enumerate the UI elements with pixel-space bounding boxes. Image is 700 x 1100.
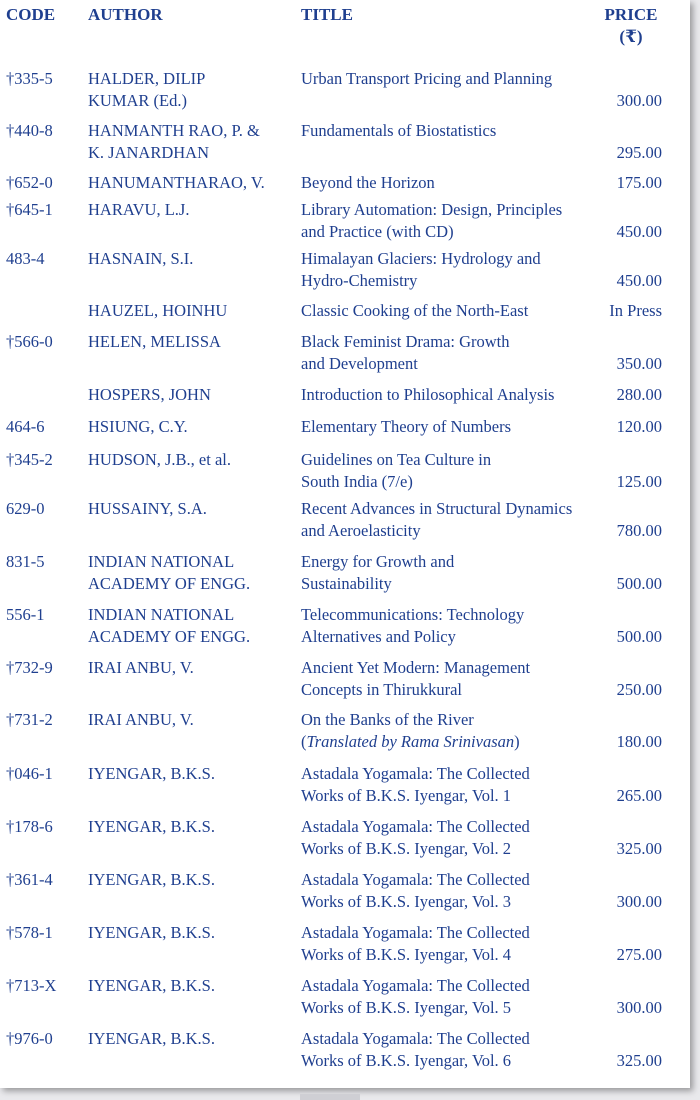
table-row xyxy=(0,975,690,1019)
book-title xyxy=(301,384,601,406)
book-price: 120.00 xyxy=(616,417,662,436)
book-code: †731-2 xyxy=(6,710,53,729)
book-title xyxy=(301,657,601,701)
book-title xyxy=(301,449,601,493)
book-author: HASNAIN, S.I. xyxy=(88,249,194,268)
book-author: HELEN, MELISSA xyxy=(88,332,221,351)
book-code: †361-4 xyxy=(6,870,53,889)
column-header-price xyxy=(601,4,661,48)
table-row xyxy=(0,1028,690,1072)
table-row xyxy=(0,68,690,112)
book-author: HANUMANTHARAO, V. xyxy=(88,173,265,192)
book-author: INDIAN NATIONAL ACADEMY OF ENGG. xyxy=(88,605,251,646)
book-code: †046-1 xyxy=(6,764,53,783)
table-row xyxy=(0,657,690,701)
table-row xyxy=(0,199,690,243)
book-code: †578-1 xyxy=(6,923,53,942)
column-header-code: CODE xyxy=(6,5,56,24)
book-code: 483-4 xyxy=(6,249,45,268)
book-title-text: Astadala Yogamala: The Collected Works of B.K.S. Iyengar, Vol. 6 xyxy=(301,1029,530,1070)
book-title-text: Beyond the Horizon xyxy=(301,173,435,192)
table-row xyxy=(0,120,690,164)
table-row xyxy=(0,300,690,322)
book-author: HUSSAINY, S.A. xyxy=(88,499,207,518)
book-title-text: Fundamentals of Biostatistics xyxy=(301,121,497,140)
book-title xyxy=(301,199,601,243)
book-title xyxy=(301,68,601,90)
book-price: 325.00 xyxy=(616,839,662,858)
book-price: 180.00 xyxy=(616,732,662,751)
table-row xyxy=(0,869,690,913)
book-code: †566-0 xyxy=(6,332,53,351)
page-footer-mark xyxy=(300,1094,360,1100)
book-code: 831-5 xyxy=(6,552,45,571)
table-row xyxy=(0,498,690,542)
book-title xyxy=(301,498,601,542)
book-title-text: Urban Transport Pricing and Planning xyxy=(301,69,553,88)
book-author: IYENGAR, B.K.S. xyxy=(88,870,215,889)
book-price: 250.00 xyxy=(616,680,662,699)
book-code: 629-0 xyxy=(6,499,45,518)
book-title-text: Astadala Yogamala: The Collected Works of B.K.S. Iyengar, Vol. 5 xyxy=(301,976,530,1017)
book-author: IRAI ANBU, V. xyxy=(88,658,194,677)
book-price: 265.00 xyxy=(616,786,662,805)
book-author: HOSPERS, JOHN xyxy=(88,385,211,404)
table-row xyxy=(0,551,690,595)
book-title xyxy=(301,1028,601,1072)
book-price: 300.00 xyxy=(616,91,662,110)
book-price: 450.00 xyxy=(616,222,662,241)
book-title-text: Astadala Yogamala: The Collected Works of B.K.S. Iyengar, Vol. 1 xyxy=(301,764,530,805)
book-author: HALDER, DILIP KUMAR (Ed.) xyxy=(88,69,206,110)
book-title-translator: Translated by Rama Srinivasan xyxy=(306,732,515,751)
book-author: IYENGAR, B.K.S. xyxy=(88,764,215,783)
table-row xyxy=(0,384,690,406)
book-price: 450.00 xyxy=(616,271,662,290)
book-price: 780.00 xyxy=(616,521,662,540)
book-code: †713-X xyxy=(6,976,57,995)
table-row xyxy=(0,331,690,375)
book-author: IYENGAR, B.K.S. xyxy=(88,817,215,836)
book-price: 500.00 xyxy=(616,627,662,646)
book-code: †335-5 xyxy=(6,69,53,88)
book-code: †645-1 xyxy=(6,200,53,219)
book-price: 300.00 xyxy=(616,892,662,911)
book-code: 464-6 xyxy=(6,417,45,436)
book-title: On the Banks of the River (Translated by Rama Srinivasan) xyxy=(301,710,520,751)
book-price: 280.00 xyxy=(616,385,662,404)
column-header-author: AUTHOR xyxy=(88,5,163,24)
book-title xyxy=(301,551,601,595)
book-title-text: Black Feminist Drama: Growth and Development xyxy=(301,332,510,373)
book-title-text: On the Banks of the River xyxy=(301,710,474,729)
column-header-title: TITLE xyxy=(301,5,353,24)
book-author: IYENGAR, B.K.S. xyxy=(88,1029,215,1048)
book-price: In Press xyxy=(609,301,662,320)
book-title xyxy=(301,416,601,438)
book-author: HANMANTH RAO, P. & K. JANARDHAN xyxy=(88,121,260,162)
book-code: †652-0 xyxy=(6,173,53,192)
book-code: †732-9 xyxy=(6,658,53,677)
price-label: PRICE xyxy=(604,5,658,24)
book-price: 300.00 xyxy=(616,998,662,1017)
book-title-text: Astadala Yogamala: The Collected Works of B.K.S. Iyengar, Vol. 2 xyxy=(301,817,530,858)
price-unit: (₹) xyxy=(619,27,643,46)
table-row xyxy=(0,922,690,966)
book-title-text: Classic Cooking of the North-East xyxy=(301,301,529,320)
table-header xyxy=(0,0,690,58)
book-price: 350.00 xyxy=(616,354,662,373)
book-price: 125.00 xyxy=(616,472,662,491)
book-title-text: Elementary Theory of Numbers xyxy=(301,417,512,436)
book-title xyxy=(301,816,601,860)
book-price: 500.00 xyxy=(616,574,662,593)
book-price: 325.00 xyxy=(616,1051,662,1070)
table-row xyxy=(0,604,690,648)
book-author: HAUZEL, HOINHU xyxy=(88,301,228,320)
book-title xyxy=(301,869,601,913)
book-title-text: Guidelines on Tea Culture in South India (7/e) xyxy=(301,450,492,491)
book-author: HARAVU, L.J. xyxy=(88,200,190,219)
book-title xyxy=(301,331,601,375)
book-title xyxy=(301,763,601,807)
book-title xyxy=(301,975,601,1019)
book-title-text: Recent Advances in Structural Dynamics and Aeroelasticity xyxy=(301,499,573,540)
book-author: IRAI ANBU, V. xyxy=(88,710,194,729)
book-title-text: Introduction to Philosophical Analysis xyxy=(301,385,555,404)
table-row xyxy=(0,816,690,860)
book-title xyxy=(301,172,601,194)
book-title-text: Astadala Yogamala: The Collected Works of B.K.S. Iyengar, Vol. 4 xyxy=(301,923,530,964)
book-author: INDIAN NATIONAL ACADEMY OF ENGG. xyxy=(88,552,251,593)
book-price: 295.00 xyxy=(616,143,662,162)
book-title-text: Library Automation: Design, Principles and Practice (with CD) xyxy=(301,200,563,241)
table-row xyxy=(0,709,690,753)
book-title-text: Ancient Yet Modern: Management Concepts in Thirukkural xyxy=(301,658,531,699)
book-price: 175.00 xyxy=(616,173,662,192)
book-title xyxy=(301,120,601,142)
book-author: HSIUNG, C.Y. xyxy=(88,417,188,436)
book-title-text: Telecommunications: Technology Alternatives and Policy xyxy=(301,605,525,646)
book-author: IYENGAR, B.K.S. xyxy=(88,923,215,942)
book-title xyxy=(301,248,601,292)
book-title-text: Himalayan Glaciers: Hydrology and Hydro-Chemistry xyxy=(301,249,541,290)
book-code: †345-2 xyxy=(6,450,53,469)
book-code: †178-6 xyxy=(6,817,53,836)
table-row xyxy=(0,416,690,438)
book-title xyxy=(301,604,601,648)
book-title xyxy=(301,300,601,322)
table-row xyxy=(0,248,690,292)
book-title-text: Astadala Yogamala: The Collected Works of B.K.S. Iyengar, Vol. 3 xyxy=(301,870,530,911)
table-row xyxy=(0,172,690,194)
table-row xyxy=(0,763,690,807)
book-code: †976-0 xyxy=(6,1029,53,1048)
book-code: †440-8 xyxy=(6,121,53,140)
book-author: HUDSON, J.B., et al. xyxy=(88,450,231,469)
book-price: 275.00 xyxy=(616,945,662,964)
book-code: 556-1 xyxy=(6,605,45,624)
book-title xyxy=(301,922,601,966)
table-row xyxy=(0,449,690,493)
book-author: IYENGAR, B.K.S. xyxy=(88,976,215,995)
book-title-text: Energy for Growth and Sustainability xyxy=(301,552,455,593)
